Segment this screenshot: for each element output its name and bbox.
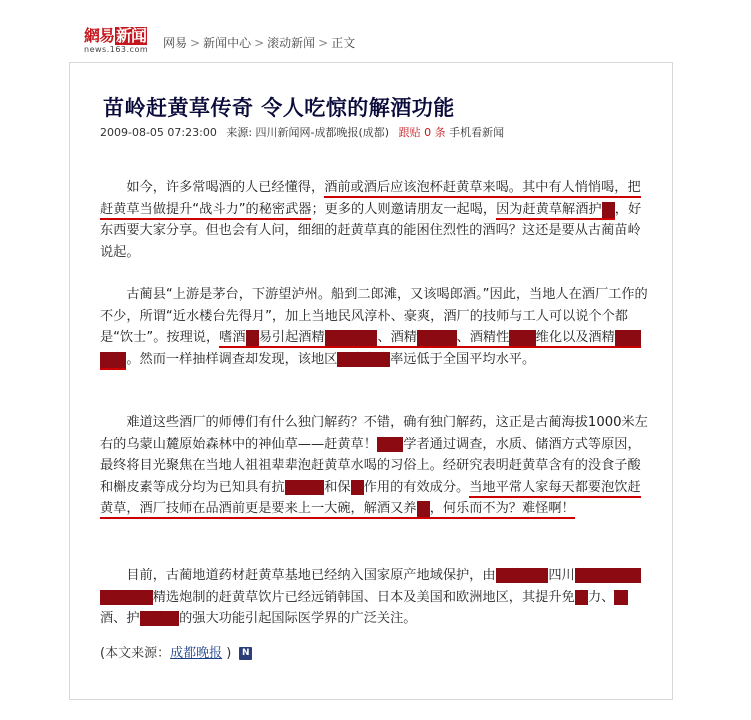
redacted-text: 性肝炎 (417, 330, 457, 348)
body-text: 四川 (548, 568, 575, 583)
breadcrumb-separator: > (318, 36, 329, 50)
body-text: 作用的有效成分。 (363, 479, 470, 495)
body-text: 目前，古蔺地道药材赶黄草基地已经纳入国家原产地域保护，由 (100, 568, 496, 583)
netease-n-icon[interactable]: N (239, 647, 252, 660)
underlined-text: 其中有人悄悄喝，把赶黄草当做提升“战斗力”的秘密武器 (100, 180, 641, 220)
underlined-text: 、酒精 (377, 330, 417, 348)
body-text: 如今，许多常喝酒的人已经懂得， (100, 180, 325, 195)
breadcrumb-rolling-news[interactable]: 滚动新闻 (267, 36, 316, 50)
article-title: 苗岭赶黄草传奇 令人吃惊的解酒功能 (103, 96, 455, 120)
redacted-text: 肝损伤 (284, 479, 325, 495)
article-meta (100, 124, 504, 140)
redacted-text: 疫 (574, 589, 588, 605)
redacted-text: 解 (614, 589, 628, 605)
article-source-line (100, 642, 252, 661)
body-text: 精选炮制的赶黄草饮片已经远销韩国、日本及美国和欧洲地区，其提升免 (152, 589, 575, 605)
breadcrumb-netease[interactable]: 网易 (163, 36, 188, 50)
underlined-text: 易引起酒精 (259, 330, 325, 348)
source-link[interactable]: 成都晚报 (170, 646, 223, 661)
body-text: 酒、护 (100, 611, 140, 627)
body-text: 和保 (324, 479, 351, 495)
publish-date: 2009-08-05 07:23:00 (100, 126, 217, 139)
body-text: 。然而一样抽样调查却发现，该地区 (126, 351, 338, 367)
follow-link[interactable] (399, 126, 446, 139)
body-text: 学者通过调查，水质、储酒方式等原因，最终将目光聚焦在当地人祖祖辈辈泡赶黄草水喝的习俗上。经研究表明赶黄草含有的没食子酸和槲皮素等成分均为已知具有抗 (100, 436, 641, 495)
breadcrumb (163, 34, 355, 51)
breadcrumb-news-center[interactable]: 新闻中心 (203, 36, 252, 50)
article-paragraph-1 (100, 177, 648, 263)
source-prefix: (本文来源： (100, 646, 171, 661)
redacted-text: 某某药业 (495, 568, 549, 583)
underlined-text: 酒前或酒后应该泡杯赶黄草来喝。 (324, 180, 522, 198)
redacted-text: 性脂肪肝 (325, 330, 378, 348)
redacted-text: 肝纤 (509, 330, 535, 348)
body-text: ，好东西要大家分享。但也会有人问，细细的赶黄草真的能困住烈性的酒吗？这还是要从古蔺苗岭说起。 (100, 201, 642, 260)
redacted-text: 性肝硬化 (100, 330, 641, 370)
redacted-text: 肝降酶 (139, 611, 180, 627)
source-suffix: ) (222, 646, 232, 661)
underlined-text: 维化以及酒精 (536, 330, 615, 348)
body-text: 率远低于全国平均水平。 (390, 351, 536, 367)
body-text: 力、 (587, 589, 615, 605)
underlined-text: 嗜酒 (219, 330, 245, 348)
mobile-news-link[interactable]: 手机看新闻 (449, 126, 505, 139)
underlined-text: 、酒精性 (457, 330, 510, 348)
source-name[interactable]: 四川新闻网-成都晚报(成都) (255, 126, 390, 139)
underlined-text: 因为赶黄草解酒护 (496, 202, 602, 220)
logo-url: news.163.com (84, 45, 149, 54)
breadcrumb-separator: > (254, 36, 265, 50)
breadcrumb-current: 正文 (331, 36, 356, 50)
body-text: ；更多的人则邀请朋友一起喝， (311, 201, 497, 217)
article-paragraph-4 (100, 565, 648, 630)
redacted-text: 有关 (376, 436, 404, 452)
body-text: 古蔺县“上游是茅台，下游望泸州。船到二郎滩，又该喝郎酒。”因此，当地人在酒厂工作的不少，所谓“近水楼台先得月”，加上当地民风淳朴、豪爽，酒厂的技师与工人可以说个个都是“饮士”。按理说， (100, 287, 648, 346)
netease-news-logo[interactable] (84, 27, 156, 53)
source-label: 来源: (226, 126, 253, 139)
underlined-text: 当地平常人家每天都要泡饮赶黄草，酒厂技师在品酒前更是要来上一大碗，解酒又养 (100, 480, 641, 520)
redacted-text: 某某某某某某某某某 (100, 568, 641, 605)
article-paragraph-2 (100, 284, 648, 370)
breadcrumb-separator: > (190, 36, 201, 50)
follow-count: 0 (424, 126, 432, 139)
follow-unit: 条 (434, 126, 446, 139)
redacted-text: 肝病发病 (337, 351, 391, 367)
body-text: 难道这些酒厂的师傅们有什么独门解药？不错，确有独门解药，这正是古蔺海拔1000米左右的乌蒙山麓原始森林中的神仙草——赶黄草！ (100, 415, 648, 452)
logo-wordmark: 網易 新闻 (84, 26, 147, 45)
redacted-text: 肝 (417, 501, 430, 519)
underlined-text: ，何乐而不为？难怪啊！ (430, 501, 575, 519)
redacted-text: 肝 (602, 202, 615, 220)
redacted-text: 容 (246, 330, 259, 348)
article-paragraph-3 (100, 412, 648, 520)
follow-label: 跟贴 (398, 126, 421, 139)
redacted-text: 肝 (350, 479, 364, 495)
body-text: 的强大功能引起国际医学界的广泛关注。 (179, 611, 417, 627)
